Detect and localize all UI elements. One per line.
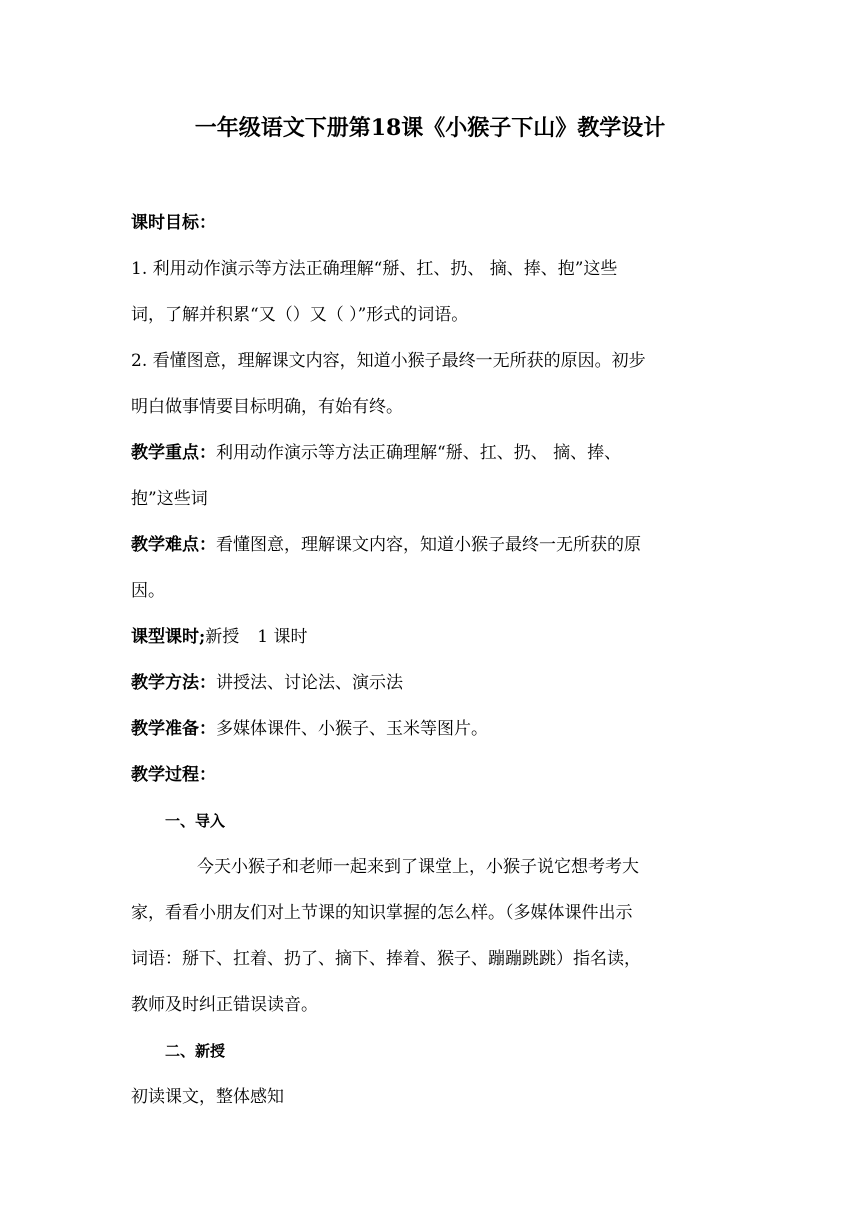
difficulty-line-2: 因。 xyxy=(131,581,165,601)
difficulty-line-1 xyxy=(131,522,731,568)
key-point-line-2: 抱”这些词 xyxy=(131,489,208,509)
objectives-heading: 课时目标： xyxy=(131,213,216,233)
section-1-line-3: 词语：掰下、扛着、扔了、摘下、捧着、猴子、蹦蹦跳跳）指名读， xyxy=(131,949,641,969)
method-label: 教学方法： xyxy=(131,673,216,693)
key-point-text: 利用动作演示等方法正确理解“掰、扛、扔、 摘、捧、 xyxy=(216,443,622,463)
section-1-line-1: 今天小猴子和老师一起来到了课堂上，小猴子说它想考考大 xyxy=(197,857,639,877)
key-point-label: 教学重点： xyxy=(131,443,216,463)
difficulty-label: 教学难点： xyxy=(131,535,216,555)
lesson-type-line xyxy=(131,614,731,660)
process-heading: 教学过程： xyxy=(131,765,216,785)
lesson-type-label: 课型课时; xyxy=(131,627,206,647)
method-line xyxy=(131,660,731,706)
section-1-line-4: 教师及时纠正错误读音。 xyxy=(131,995,318,1015)
lesson-type-text: 新授 xyxy=(205,627,240,647)
preparation-text: 多媒体课件、小猴子、玉米等图片。 xyxy=(216,719,488,739)
preparation-line xyxy=(131,706,731,752)
document-title: 一年级语文下册第18课《小猴子下山》教学设计 xyxy=(194,115,666,141)
objective-2-line-1: 2. 看懂图意，理解课文内容，知道小猴子最终一无所获的原因。初步 xyxy=(131,351,646,371)
lesson-hours-text: 1 课时 xyxy=(257,627,308,647)
objective-2-line-2: 明白做事情要目标明确，有始有终。 xyxy=(131,397,403,417)
difficulty-text: 看懂图意，理解课文内容，知道小猴子最终一无所获的原 xyxy=(216,535,641,555)
objective-1-line-1: 1. 利用动作演示等方法正确理解“掰、扛、扔、 摘、捧、抱”这些 xyxy=(131,259,618,279)
preparation-label: 教学准备： xyxy=(131,719,216,739)
section-2-subheading: 初读课文，整体感知 xyxy=(131,1087,284,1107)
section-1-heading: 一、导入 xyxy=(165,812,226,830)
section-1-line-2: 家，看看小朋友们对上节课的知识掌握的怎么样。（多媒体课件出示 xyxy=(131,903,633,923)
section-2-heading: 二、新授 xyxy=(165,1042,226,1060)
objective-1-line-2: 词，了解并积累“又（）又（ ）”形式的词语。 xyxy=(131,305,469,325)
method-text: 讲授法、讨论法、演示法 xyxy=(216,673,403,693)
key-point-line-1 xyxy=(131,430,731,476)
document-body xyxy=(131,200,731,1120)
